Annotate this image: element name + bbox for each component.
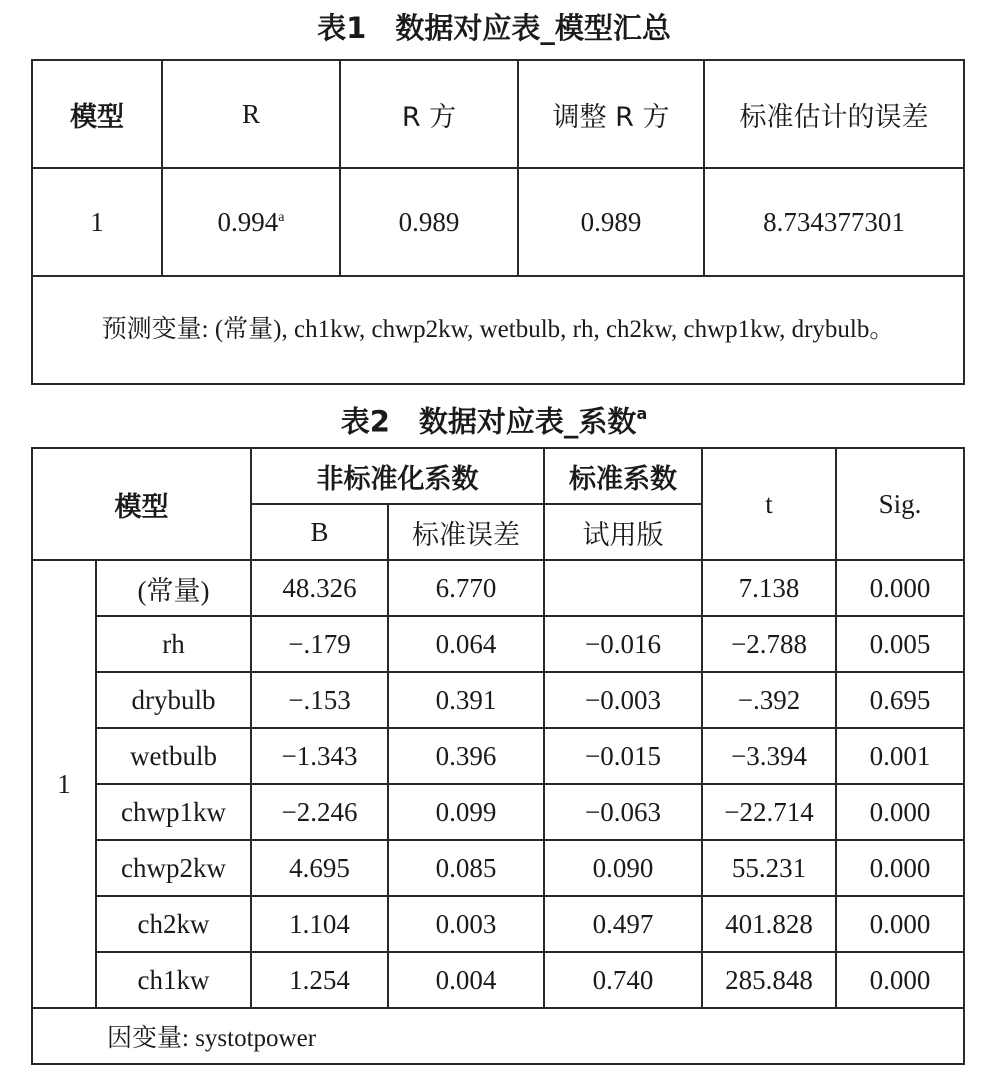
table2-caption [0,396,988,442]
table2-footnote: 因变量: systotpower [32,1008,964,1064]
cell-b: −.153 [251,672,388,728]
cell-b: 1.104 [251,896,388,952]
table1-footnote: 预测变量: (常量), ch1kw, chwp2kw, wetbulb, rh, ch2kw, chwp1kw, drybulb。 [32,276,964,384]
cell-b: −.179 [251,616,388,672]
cell-std-error: 0.391 [388,672,544,728]
header-std-error: 标准误差 [388,504,544,560]
table-row [32,728,964,784]
cell-sig: 0.005 [836,616,964,672]
table2-note-row [32,1008,964,1064]
cell-std-error: 6.770 [388,560,544,616]
cell-sig: 0.695 [836,672,964,728]
header-r: R [162,60,340,168]
table2-caption-footnote: a [636,404,648,423]
table1-caption [0,8,988,48]
cell-variable: chwp2kw [96,840,251,896]
header-std-error-estimate: 标准估计的误差 [704,60,964,168]
cell-variable: (常量) [96,560,251,616]
table1-header-row [32,60,964,168]
cell-beta: −0.003 [544,672,702,728]
cell-t: −3.394 [702,728,836,784]
cell-b: −2.246 [251,784,388,840]
header-model: 模型 [32,448,251,560]
cell-beta: −0.016 [544,616,702,672]
header-standardized-coefficients: 标准系数 [544,448,702,504]
cell-beta: 0.740 [544,952,702,1008]
cell-adjusted-r-square: 0.989 [518,168,704,276]
cell-t: 55.231 [702,840,836,896]
table1-note-row [32,276,964,384]
cell-t: −.392 [702,672,836,728]
cell-beta: 0.497 [544,896,702,952]
table-row [32,560,964,616]
cell-r-footnote: a [278,209,285,225]
header-b: B [251,504,388,560]
cell-variable: drybulb [96,672,251,728]
table-row [32,896,964,952]
table1-data-row [32,168,964,276]
cell-sig: 0.000 [836,784,964,840]
cell-std-error: 0.396 [388,728,544,784]
table-row [32,840,964,896]
cell-t: −2.788 [702,616,836,672]
cell-variable: ch2kw [96,896,251,952]
cell-b: −1.343 [251,728,388,784]
cell-sig: 0.000 [836,896,964,952]
cell-t: −22.714 [702,784,836,840]
cell-sig: 0.000 [836,952,964,1008]
table2-caption-text: 表2 数据对应表_系数 [340,404,637,439]
table2-header-row-1 [32,448,964,504]
cell-t: 401.828 [702,896,836,952]
cell-variable: wetbulb [96,728,251,784]
cell-b: 48.326 [251,560,388,616]
header-beta: 试用版 [544,504,702,560]
cell-beta [544,560,702,616]
cell-model: 1 [32,168,162,276]
cell-variable: rh [96,616,251,672]
cell-beta: 0.090 [544,840,702,896]
table-row [32,672,964,728]
cell-sig: 0.000 [836,560,964,616]
cell-r-value: 0.994 [217,206,279,237]
header-r-square: R 方 [340,60,518,168]
cell-beta: −0.063 [544,784,702,840]
cell-std-error: 0.004 [388,952,544,1008]
table-row [32,616,964,672]
cell-std-error: 0.099 [388,784,544,840]
table1-caption-text: 表1 数据对应表_模型汇总 [317,11,671,45]
cell-std-error: 0.064 [388,616,544,672]
cell-r [162,168,340,276]
header-model: 模型 [32,60,162,168]
table-row [32,784,964,840]
table-row [32,952,964,1008]
header-adjusted-r-square: 调整 R 方 [518,60,704,168]
cell-sig: 0.000 [836,840,964,896]
cell-b: 4.695 [251,840,388,896]
cell-std-error: 0.085 [388,840,544,896]
header-sig: Sig. [836,448,964,560]
model-summary-table [31,59,965,385]
coefficients-table [31,447,965,1065]
cell-variable: ch1kw [96,952,251,1008]
cell-t: 7.138 [702,560,836,616]
header-unstandardized-coefficients: 非标准化系数 [251,448,544,504]
header-t: t [702,448,836,560]
cell-variable: chwp1kw [96,784,251,840]
cell-t: 285.848 [702,952,836,1008]
cell-b: 1.254 [251,952,388,1008]
cell-sig: 0.001 [836,728,964,784]
cell-std-error: 0.003 [388,896,544,952]
cell-beta: −0.015 [544,728,702,784]
cell-r-square: 0.989 [340,168,518,276]
cell-std-error-estimate: 8.734377301 [704,168,964,276]
cell-model-number: 1 [32,560,96,1008]
